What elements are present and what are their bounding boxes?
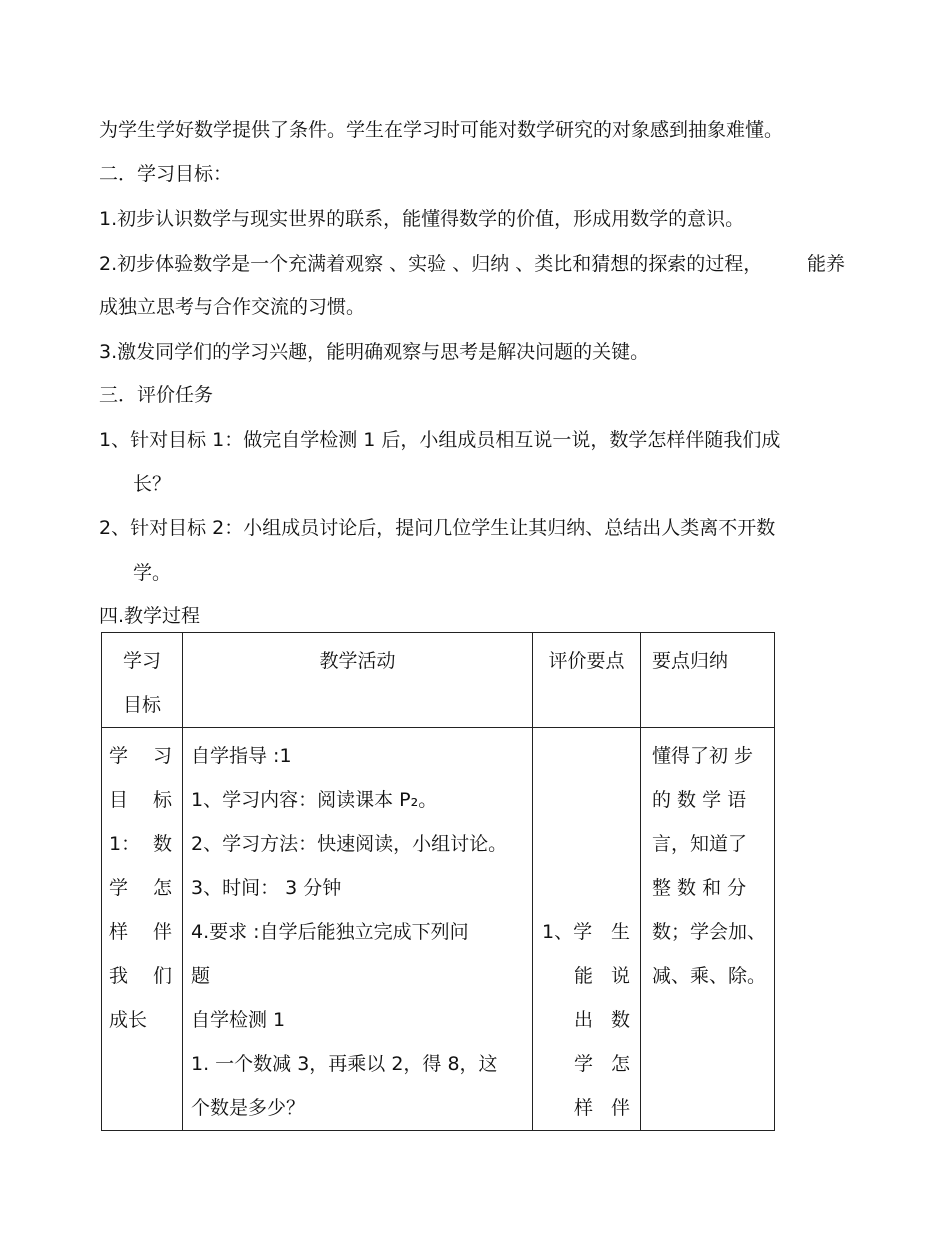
summary-line: 懂得了初 步 [652, 745, 754, 767]
summary-line: 言，知道了 [652, 833, 748, 855]
teaching-activity-cell [183, 728, 533, 1131]
activity-line: 自学检测 1 [191, 1009, 286, 1031]
evaluation-line: 出 数 [574, 1009, 630, 1031]
table-row [102, 728, 775, 1131]
key-summary-cell [641, 728, 775, 1131]
activity-line: 题 [191, 965, 211, 987]
activity-line: 自学指导 :1 [191, 745, 292, 767]
learning-goal-line: 目 标 [109, 789, 172, 811]
task-1-line-2: 长？ [133, 473, 172, 495]
learning-goal-cell [102, 728, 183, 1131]
evaluation-line: 样 伴 [574, 1097, 630, 1119]
summary-line: 数；学会加、 [652, 921, 767, 943]
evaluation-line: 1、学 生 [542, 921, 630, 943]
learning-goal-line: 学 习 [109, 745, 172, 767]
activity-line: 3、时间： 3 分钟 [191, 877, 342, 899]
goal-2-line-1: 2.初步体验数学是一个充满着观察 、实验 、归纳 、类比和猜想的探索的过程， [99, 253, 763, 275]
task-2-line-2: 学。 [133, 562, 172, 584]
teaching-process-table [101, 632, 775, 1131]
header-evaluation-points [533, 633, 641, 728]
table-header-row [102, 633, 775, 728]
section-3-heading: 三．评价任务 [99, 384, 214, 406]
header-learning-goal [102, 633, 183, 728]
activity-line: 个数是多少？ [191, 1097, 306, 1119]
learning-goal-line: 样 伴 [109, 921, 172, 943]
task-2-line-1: 2、针对目标 2：小组成员讨论后，提问几位学生让其归纳、总结出人类离不开数 [99, 517, 776, 539]
activity-line: 1. 一个数减 3，再乘以 2，得 8，这 [191, 1053, 498, 1075]
section-4-heading: 四.教学过程 [99, 605, 201, 627]
summary-line: 减、乘、除。 [652, 965, 767, 987]
activity-line: 4.要求 :自学后能独立完成下列问 [191, 921, 469, 943]
summary-line: 整 数 和 分 [652, 877, 747, 899]
evaluation-points-cell [533, 728, 641, 1131]
task-1-line-1: 1、针对目标 1：做完自学检测 1 后，小组成员相互说一说，数学怎样伴随我们成 [99, 429, 781, 451]
header-learning-goal-line-2: 目标 [122, 694, 161, 716]
header-learning-goal-line-1: 学习 [122, 650, 161, 672]
intro-paragraph: 为学生学好数学提供了条件。学生在学习时可能对数学研究的对象感到抽象难懂。 [99, 119, 784, 141]
goal-2-line-1-end: 能养 [807, 253, 846, 275]
header-teaching-activity [183, 633, 533, 728]
evaluation-line: 能 说 [574, 965, 630, 987]
goal-3: 3.激发同学们的学习兴趣，能明确观察与思考是解决问题的关键。 [99, 341, 650, 363]
activity-line: 2、学习方法：快速阅读，小组讨论。 [191, 833, 508, 855]
section-2-heading: 二．学习目标： [99, 163, 233, 185]
goal-2-line-2: 成独立思考与合作交流的习惯。 [99, 296, 366, 318]
header-key-summary-label: 要点归纳 [652, 650, 729, 672]
learning-goal-line: 1： 数 [109, 833, 172, 855]
learning-goal-line: 学 怎 [109, 877, 172, 899]
header-teaching-activity-label: 教学活动 [319, 650, 396, 672]
summary-line: 的 数 学 语 [652, 789, 747, 811]
goal-1: 1.初步认识数学与现实世界的联系，能懂得数学的价值，形成用数学的意识。 [99, 208, 745, 230]
header-key-summary [641, 633, 775, 728]
activity-line: 1、学习内容：阅读课本 P₂。 [191, 789, 438, 811]
header-evaluation-points-label: 评价要点 [548, 650, 625, 672]
learning-goal-line: 成长 [109, 1009, 148, 1031]
learning-goal-line: 我 们 [109, 965, 172, 987]
evaluation-line: 学 怎 [574, 1053, 630, 1075]
